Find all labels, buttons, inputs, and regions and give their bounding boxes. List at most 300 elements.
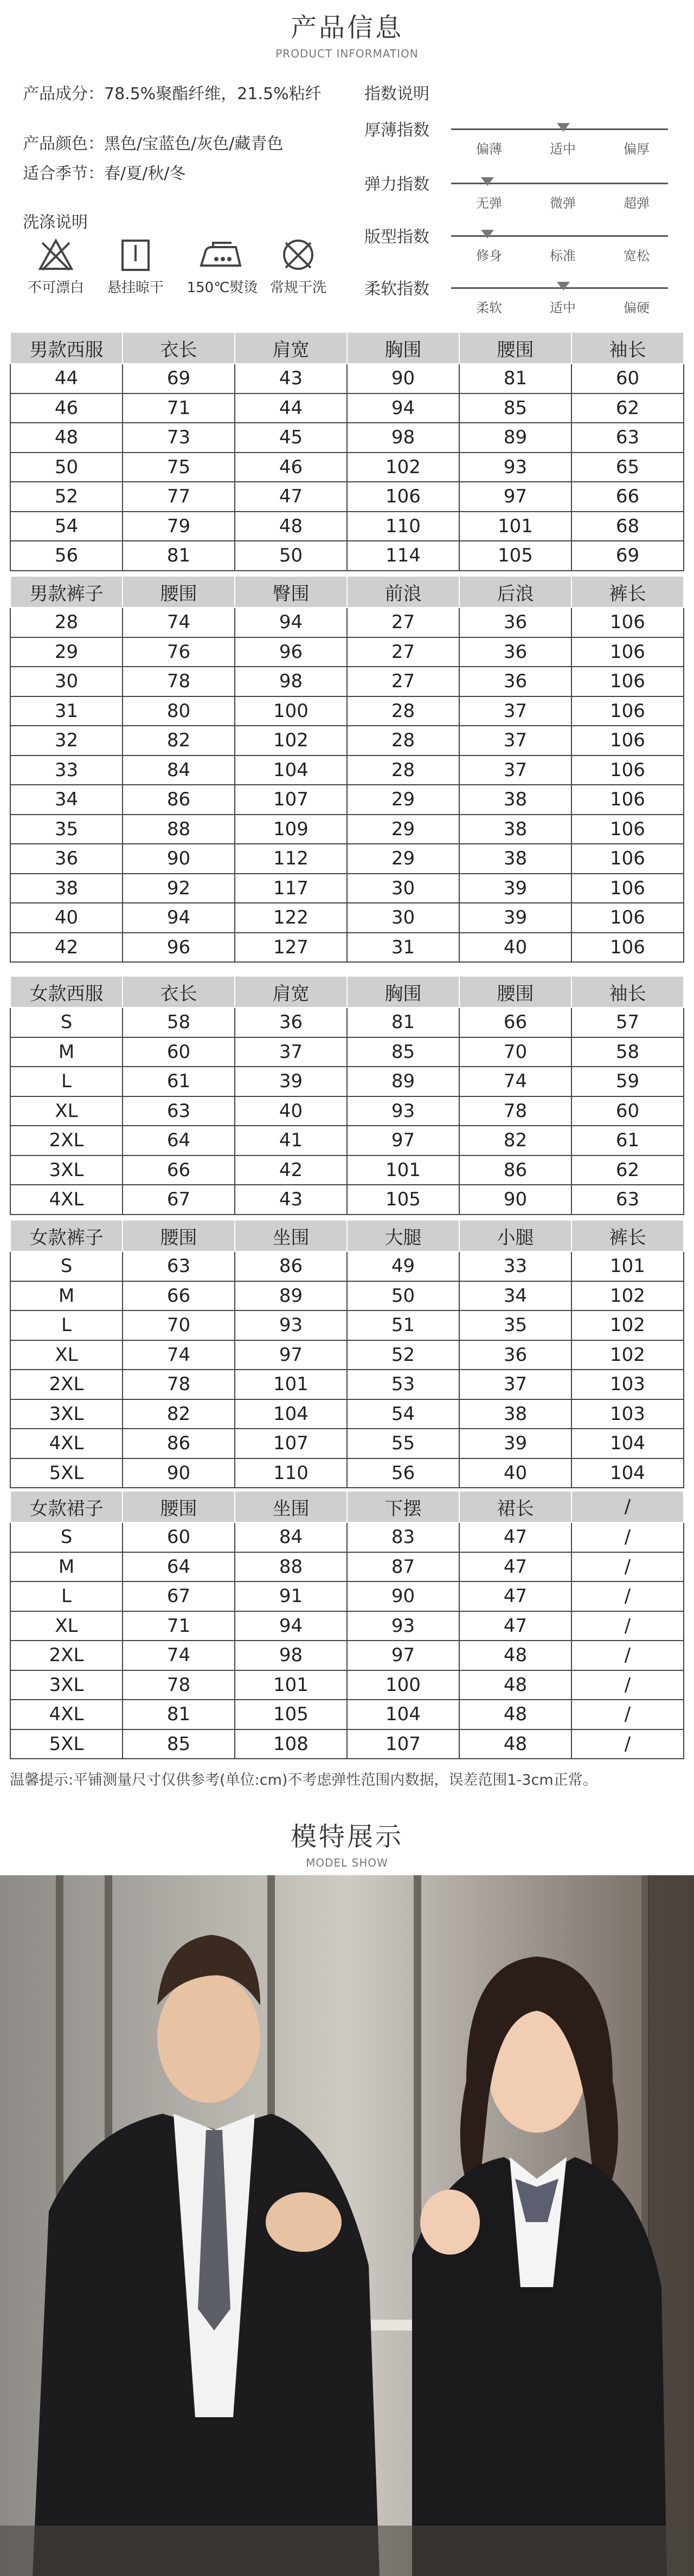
table-cell: 93 (347, 1096, 459, 1126)
table-cell: 29 (347, 785, 459, 815)
table-cell: 81 (347, 1008, 459, 1037)
table-row (10, 844, 684, 874)
table-cell: 107 (347, 1729, 459, 1759)
table-cell: 3XL (10, 1155, 123, 1185)
table-cell: / (571, 1552, 684, 1582)
table-cell: 58 (123, 1008, 235, 1037)
table-cell: 54 (347, 1399, 459, 1429)
table-cell: 78 (123, 1670, 235, 1700)
table-row (10, 1399, 684, 1429)
table-cell: 37 (459, 726, 571, 756)
table-cell: 88 (235, 1552, 347, 1582)
table-cell: 30 (347, 903, 459, 933)
table-cell: 35 (10, 815, 123, 844)
table-cell: 88 (123, 815, 235, 844)
table-cell: 36 (235, 1008, 347, 1037)
table-row (10, 1185, 684, 1215)
table-cell: 122 (235, 903, 347, 933)
table-cell: 74 (459, 1067, 571, 1096)
table-row (10, 667, 684, 696)
table-cell: 31 (10, 696, 123, 726)
model-show-header (0, 1816, 694, 1869)
table-cell: XL (10, 1340, 123, 1370)
table-cell: 50 (347, 1281, 459, 1311)
table-cell: 85 (347, 1037, 459, 1067)
table-cell: S (10, 1008, 123, 1037)
table-row (10, 785, 684, 815)
table-header-cell: 男款西服 (10, 332, 123, 364)
table-cell: 81 (123, 1700, 235, 1729)
table-row (10, 1310, 684, 1340)
table-cell: 74 (123, 1641, 235, 1670)
table-cell: 92 (123, 874, 235, 903)
table-cell: 102 (571, 1310, 684, 1340)
dry-clean-icon (258, 233, 339, 276)
index-row-thickness (364, 117, 679, 171)
table-header-cell: 袖长 (571, 976, 684, 1008)
table-cell: 104 (571, 1429, 684, 1458)
table-header-cell: 坐围 (235, 1220, 347, 1251)
table-row (10, 637, 684, 667)
table-cell: 108 (235, 1729, 347, 1759)
table-row (10, 423, 684, 453)
index-option: 柔软 (476, 300, 502, 315)
table-row (10, 364, 684, 393)
table-cell: 101 (347, 1155, 459, 1185)
table-cell: 38 (459, 815, 571, 844)
table-cell: 102 (235, 726, 347, 756)
table-row (10, 1370, 684, 1399)
index-option: 偏厚 (624, 141, 650, 157)
table-row (10, 512, 684, 541)
index-option: 无弹 (476, 196, 502, 211)
table-cell: 27 (347, 608, 459, 637)
table-cell: 102 (347, 453, 459, 482)
table-cell: / (571, 1611, 684, 1641)
table-cell: 44 (235, 393, 347, 423)
composition-line (23, 80, 322, 104)
table-cell: 48 (459, 1700, 571, 1729)
table-header-cell: 女款西服 (10, 976, 123, 1008)
table-cell: XL (10, 1611, 123, 1641)
table-row (10, 541, 684, 571)
table-cell: 54 (10, 512, 123, 541)
table-cell: 83 (347, 1522, 459, 1552)
size-table (10, 1219, 684, 1488)
table-cell: 78 (459, 1096, 571, 1126)
index-marker-icon (481, 230, 494, 238)
table-cell: 48 (10, 423, 123, 453)
table-cell: 37 (459, 696, 571, 726)
table-header-cell: 下摆 (347, 1491, 459, 1522)
index-row-elasticity (364, 171, 679, 225)
table-cell: / (571, 1641, 684, 1670)
table-cell: 90 (123, 1458, 235, 1488)
table-header-row (10, 1220, 684, 1251)
table-cell: / (571, 1670, 684, 1700)
table-cell: 56 (10, 541, 123, 571)
care-hang-dry (95, 233, 176, 296)
table-cell: 60 (123, 1037, 235, 1067)
table-cell: 106 (571, 696, 684, 726)
table-cell: 74 (123, 608, 235, 637)
table-cell: 93 (347, 1611, 459, 1641)
table-cell: 84 (235, 1522, 347, 1552)
season-label: 适合季节： (23, 164, 104, 183)
table-cell: 52 (10, 482, 123, 512)
table-cell: 55 (347, 1429, 459, 1458)
table-cell: S (10, 1522, 123, 1552)
table-cell: 94 (235, 608, 347, 637)
table-row (10, 1641, 684, 1670)
table-cell: 2XL (10, 1370, 123, 1399)
table-row (10, 1552, 684, 1582)
table-cell: 98 (235, 1641, 347, 1670)
table-cell: 34 (10, 785, 123, 815)
table-header-cell: 女款裙子 (10, 1491, 123, 1522)
table-cell: 33 (459, 1251, 571, 1281)
table-cell: 73 (123, 423, 235, 453)
table-row (10, 1281, 684, 1311)
table-row (10, 1251, 684, 1281)
table-row (10, 482, 684, 512)
table-cell: 82 (459, 1126, 571, 1155)
composition-label: 产品成分： (23, 85, 104, 104)
table-cell: 27 (347, 667, 459, 696)
index-option: 偏硬 (624, 300, 650, 315)
table-header-cell: 坐围 (235, 1491, 347, 1522)
table-cell: 86 (459, 1155, 571, 1185)
table-cell: 61 (571, 1126, 684, 1155)
table-row (10, 1008, 684, 1037)
table-cell: 82 (123, 726, 235, 756)
table-row (10, 696, 684, 726)
table-cell: M (10, 1281, 123, 1311)
index-option: 标准 (550, 248, 576, 263)
table-cell: 101 (235, 1670, 347, 1700)
table-header-cell: 大腿 (347, 1220, 459, 1251)
table-cell: 48 (235, 512, 347, 541)
table-cell: 105 (459, 541, 571, 571)
table-header-cell: 腰围 (123, 576, 235, 608)
table-cell: 60 (123, 1522, 235, 1552)
table-cell: 28 (347, 756, 459, 785)
table-cell: 106 (571, 726, 684, 756)
table-cell: 105 (235, 1700, 347, 1729)
table-cell: 28 (347, 726, 459, 756)
table-cell: 62 (571, 1155, 684, 1185)
table-row (10, 1458, 684, 1488)
table-cell: 105 (347, 1185, 459, 1215)
table-cell: 49 (347, 1251, 459, 1281)
table-cell: 39 (459, 1429, 571, 1458)
table-cell: 106 (571, 667, 684, 696)
table-header-cell: 胸围 (347, 976, 459, 1008)
table-cell: 48 (459, 1729, 571, 1759)
size-table (10, 976, 684, 1215)
table-header-cell: 衣长 (123, 976, 235, 1008)
table-cell: XL (10, 1096, 123, 1126)
table-cell: 63 (123, 1096, 235, 1126)
table-cell: 47 (459, 1581, 571, 1611)
care-title: 洗涤说明 (23, 213, 88, 232)
table-row (10, 1581, 684, 1611)
table-cell: 84 (123, 756, 235, 785)
table-row (10, 1067, 684, 1096)
table-header-cell: 袖长 (571, 332, 684, 364)
table-cell: 33 (10, 756, 123, 785)
index-marker-icon (557, 123, 570, 132)
table-cell: 45 (235, 423, 347, 453)
table-cell: 78 (123, 1370, 235, 1399)
table-cell: L (10, 1310, 123, 1340)
table-row (10, 393, 684, 423)
table-cell: 75 (123, 453, 235, 482)
table-cell: 85 (123, 1729, 235, 1759)
table-header-cell: 腰围 (123, 1491, 235, 1522)
table-cell: 40 (459, 933, 571, 963)
table-row (10, 903, 684, 933)
table-cell: 107 (235, 785, 347, 815)
table-cell: 28 (347, 696, 459, 726)
table-cell: 38 (459, 785, 571, 815)
table-cell: 97 (347, 1641, 459, 1670)
table-row (10, 756, 684, 785)
table-cell: 64 (123, 1552, 235, 1582)
table-cell: 41 (235, 1126, 347, 1155)
care-label: 150℃熨烫 (187, 280, 258, 296)
table-cell: 101 (571, 1251, 684, 1281)
table-cell: 60 (571, 1096, 684, 1126)
table-cell: 42 (10, 933, 123, 963)
table-cell: 63 (571, 423, 684, 453)
table-cell: 98 (347, 423, 459, 453)
table-row (10, 933, 684, 963)
table-row (10, 1429, 684, 1458)
table-cell: 106 (571, 756, 684, 785)
measurement-note: 温馨提示:平铺测量尺寸仅供参考(单位:cm)不考虑弹性范围内数据，误差范围1-3cm正常。 (10, 1772, 597, 1789)
table-header-row (10, 1491, 684, 1522)
table-cell: 103 (571, 1370, 684, 1399)
table-cell: 70 (459, 1037, 571, 1067)
table-cell: 28 (10, 608, 123, 637)
table-cell: 96 (235, 637, 347, 667)
table-cell: 37 (459, 756, 571, 785)
table-cell: 127 (235, 933, 347, 963)
table-cell: 36 (459, 608, 571, 637)
table-cell: 46 (10, 393, 123, 423)
table-cell: 30 (10, 667, 123, 696)
care-label: 悬挂晾干 (107, 280, 164, 296)
table-cell: 47 (459, 1552, 571, 1582)
table-row (10, 1611, 684, 1641)
table-cell: 29 (347, 815, 459, 844)
table-cell: 101 (235, 1370, 347, 1399)
care-label: 常规干洗 (269, 280, 326, 296)
table-cell: 64 (123, 1126, 235, 1155)
care-dry-clean (258, 233, 339, 296)
table-cell: 48 (459, 1641, 571, 1670)
table-cell: 98 (235, 667, 347, 696)
no-bleach-icon (15, 233, 97, 276)
table-header-cell: 衣长 (123, 332, 235, 364)
section-subtitle: MODEL SHOW (306, 1856, 388, 1869)
table-header-cell: 裤长 (571, 576, 684, 608)
table-cell: / (571, 1700, 684, 1729)
table-cell: 39 (235, 1067, 347, 1096)
table-cell: 58 (571, 1037, 684, 1067)
table-row (10, 815, 684, 844)
table-header-cell: 女款裤子 (10, 1220, 123, 1251)
table-cell: L (10, 1067, 123, 1096)
table-cell: 94 (123, 903, 235, 933)
table-cell: 66 (123, 1155, 235, 1185)
table-cell: 106 (571, 903, 684, 933)
table-cell: 36 (459, 1340, 571, 1370)
table-cell: 38 (10, 874, 123, 903)
table-cell: 40 (235, 1096, 347, 1126)
table-cell: S (10, 1251, 123, 1281)
table-cell: 106 (571, 785, 684, 815)
table-cell: 102 (571, 1281, 684, 1311)
table-cell: 47 (459, 1522, 571, 1552)
table-cell: 104 (235, 1399, 347, 1429)
section-subtitle: PRODUCT INFORMATION (275, 47, 419, 60)
table-cell: 35 (459, 1310, 571, 1340)
table-cell: 104 (571, 1458, 684, 1488)
table-cell: 38 (459, 844, 571, 874)
table-cell: M (10, 1552, 123, 1582)
product-info-header (0, 7, 694, 60)
table-cell: 106 (571, 608, 684, 637)
table-header-cell: 臀围 (235, 576, 347, 608)
table-cell: 5XL (10, 1729, 123, 1759)
table-cell: 37 (459, 1370, 571, 1399)
index-option: 偏薄 (476, 141, 502, 157)
table-header-cell: 小腿 (459, 1220, 571, 1251)
table-cell: 93 (235, 1310, 347, 1340)
table-cell: 61 (123, 1067, 235, 1096)
table-cell: 66 (123, 1281, 235, 1311)
model-photo (0, 1875, 694, 2576)
table-cell: 114 (347, 541, 459, 571)
index-option: 超弹 (624, 196, 650, 211)
table-cell: 69 (123, 364, 235, 393)
hang-dry-icon (95, 233, 176, 276)
iron-150-icon (182, 233, 263, 276)
table-cell: 63 (123, 1251, 235, 1281)
table-cell: 104 (235, 756, 347, 785)
table-cell: 30 (347, 874, 459, 903)
table-cell: 106 (571, 844, 684, 874)
table-cell: 66 (571, 482, 684, 512)
table-cell: 90 (347, 1581, 459, 1611)
table-cell: 36 (459, 637, 571, 667)
table-cell: 87 (347, 1552, 459, 1582)
index-option: 适中 (550, 141, 576, 157)
table-cell: 70 (123, 1310, 235, 1340)
table-cell: 62 (571, 393, 684, 423)
index-marker-icon (557, 282, 570, 290)
table-cell: 56 (347, 1458, 459, 1488)
table-cell: 31 (347, 933, 459, 963)
table-cell: 86 (123, 785, 235, 815)
table-cell: 42 (235, 1155, 347, 1185)
table-row (10, 1096, 684, 1126)
table-cell: 36 (459, 667, 571, 696)
care-iron (182, 233, 263, 296)
table-cell: 57 (571, 1008, 684, 1037)
table-cell: 32 (10, 726, 123, 756)
table-cell: 85 (459, 393, 571, 423)
index-label: 厚薄指数 (364, 121, 429, 140)
table-cell: 40 (10, 903, 123, 933)
table-cell: 40 (459, 1458, 571, 1488)
table-header-cell: 腰围 (459, 976, 571, 1008)
size-table (10, 332, 684, 571)
table-cell: 104 (347, 1700, 459, 1729)
table-header-row (10, 332, 684, 364)
size-table (10, 576, 684, 963)
table-header-cell: / (571, 1491, 684, 1522)
table-cell: 68 (571, 512, 684, 541)
section-title: 模特展示 (290, 1822, 403, 1852)
table-header-cell: 后浪 (459, 576, 571, 608)
table-cell: 90 (459, 1185, 571, 1215)
table-row (10, 726, 684, 756)
index-label: 柔软指数 (364, 280, 429, 299)
table-row (10, 1522, 684, 1552)
table-cell: 100 (347, 1670, 459, 1700)
table-cell: 106 (571, 815, 684, 844)
table-cell: 3XL (10, 1670, 123, 1700)
index-option: 适中 (550, 300, 576, 315)
table-cell: 66 (459, 1008, 571, 1037)
table-cell: 46 (235, 453, 347, 482)
table-cell: L (10, 1581, 123, 1611)
table-cell: 4XL (10, 1185, 123, 1215)
table-cell: 109 (235, 815, 347, 844)
table-cell: 90 (347, 364, 459, 393)
index-label: 版型指数 (364, 228, 429, 247)
size-table (10, 1490, 684, 1759)
table-cell: 86 (235, 1251, 347, 1281)
table-cell: 117 (235, 874, 347, 903)
table-cell: 77 (123, 482, 235, 512)
table-cell: 78 (123, 667, 235, 696)
table-cell: 93 (459, 453, 571, 482)
table-cell: 27 (347, 637, 459, 667)
care-no-bleach (15, 233, 97, 296)
season-line (23, 160, 185, 184)
table-cell: 106 (571, 874, 684, 903)
table-cell: 44 (10, 364, 123, 393)
table-cell: 80 (123, 696, 235, 726)
table-cell: 106 (571, 933, 684, 963)
table-cell: 29 (347, 844, 459, 874)
table-cell: 79 (123, 512, 235, 541)
index-marker-icon (481, 177, 494, 186)
table-cell: 50 (10, 453, 123, 482)
indices-title: 指数说明 (364, 85, 429, 104)
care-label: 不可漂白 (27, 280, 84, 296)
table-cell: 101 (459, 512, 571, 541)
table-cell: 59 (571, 1067, 684, 1096)
table-cell: 106 (571, 637, 684, 667)
table-cell: 97 (459, 482, 571, 512)
table-cell: 94 (347, 393, 459, 423)
table-row (10, 1700, 684, 1729)
